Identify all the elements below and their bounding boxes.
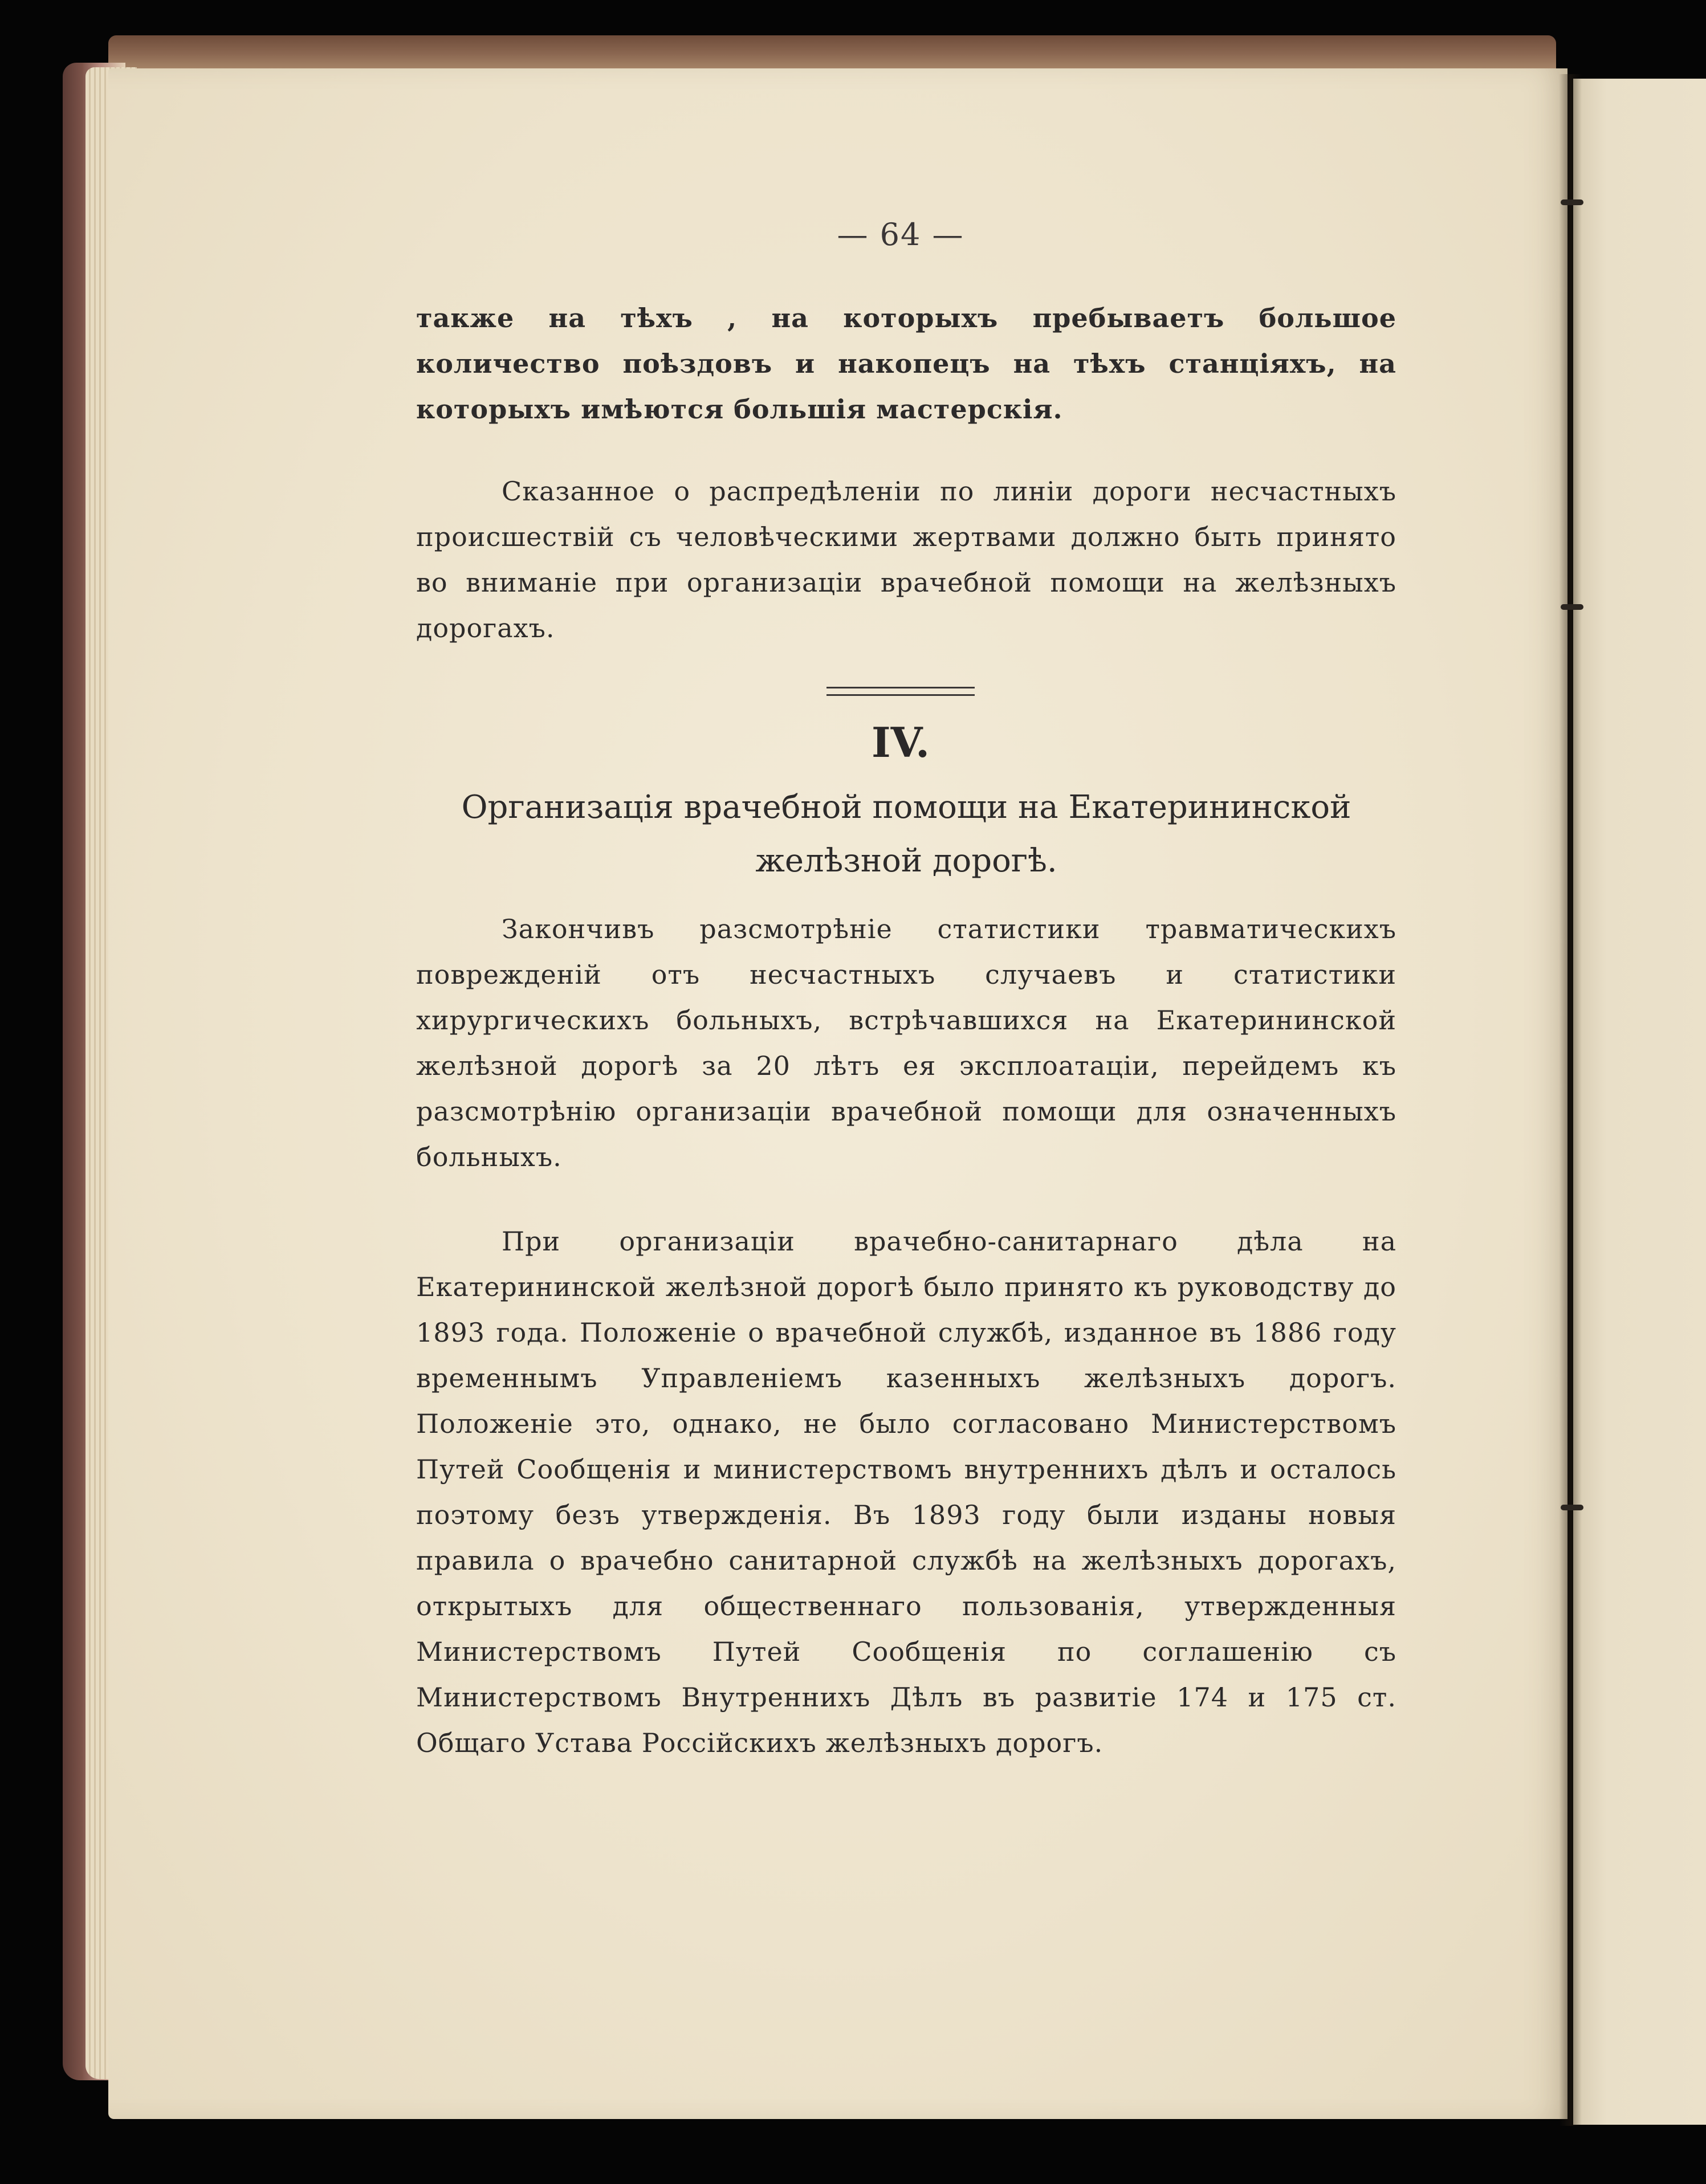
section-number: IV. (871, 718, 930, 767)
section-divider (826, 687, 975, 696)
paragraph (416, 906, 1396, 1180)
paragraph-continuation (416, 295, 1396, 432)
section-title-line: желѣзной дорогѣ. (755, 842, 1057, 879)
section-title (433, 781, 1379, 888)
paragraph (416, 468, 1396, 651)
page-number: — 64 — (837, 217, 964, 252)
binding-thread (1561, 604, 1583, 610)
paragraph-text: При организаціи врачебно-санитарнаго дѣла на Екатерининской желѣзной дорогѣ было принято къ руководству до 1893 года. Положеніе о врачебной службѣ, изданное въ 1886 году временнымъ Управленіемъ казенныхъ желѣзныхъ дорогъ. Положеніе это, однако, не было согласовано Министерствомъ Путей Сообщенія и министерствомъ внутреннихъ дѣлъ и осталось поэтому безъ утвержденія. Въ 1893 году были изданы новыя правила о врачебно санитарной службѣ на желѣзныхъ дорогахъ, открытыхъ для общественнаго пользованія, утвержденныя Министерствомъ Путей Сообщенія по соглашенію съ Министерствомъ Внутреннихъ Дѣлъ въ развитіе 174 и 175 ст. Общаго Устава Россійскихъ желѣзныхъ дорогъ. (416, 1226, 1396, 1758)
binding-thread (1561, 199, 1583, 205)
paragraph-text: Закончивъ разсмотрѣніе статистики травматическихъ поврежденій отъ несчастныхъ случаевъ и статистики хирургическихъ больныхъ, встрѣчавшихся на Екатерининской желѣзной дорогѣ за 20 лѣтъ ея эксплоатаціи, перейдемъ къ разсмотрѣнію организаціи врачебной помощи для означенныхъ больныхъ. (416, 914, 1396, 1172)
book-gutter (1559, 74, 1582, 2126)
facing-page (1573, 79, 1706, 2125)
section-title-line: Организація врачебной помощи на Екатерининской (461, 789, 1351, 826)
paragraph-text: Сказанное о распредѣленіи по линіи дороги несчастныхъ происшествій съ человѣческими жертвами должно быть принято во вниманіе при организаціи врачебной помощи на желѣзныхъ дорогахъ. (416, 476, 1396, 643)
paragraph-text: также на тѣхъ , на которыхъ пребываетъ большое количество поѣздовъ и накопецъ на тѣхъ станціяхъ, на которыхъ имѣются большія мастерскія. (416, 303, 1396, 425)
paragraph (416, 1219, 1396, 1766)
binding-thread (1561, 1505, 1583, 1510)
